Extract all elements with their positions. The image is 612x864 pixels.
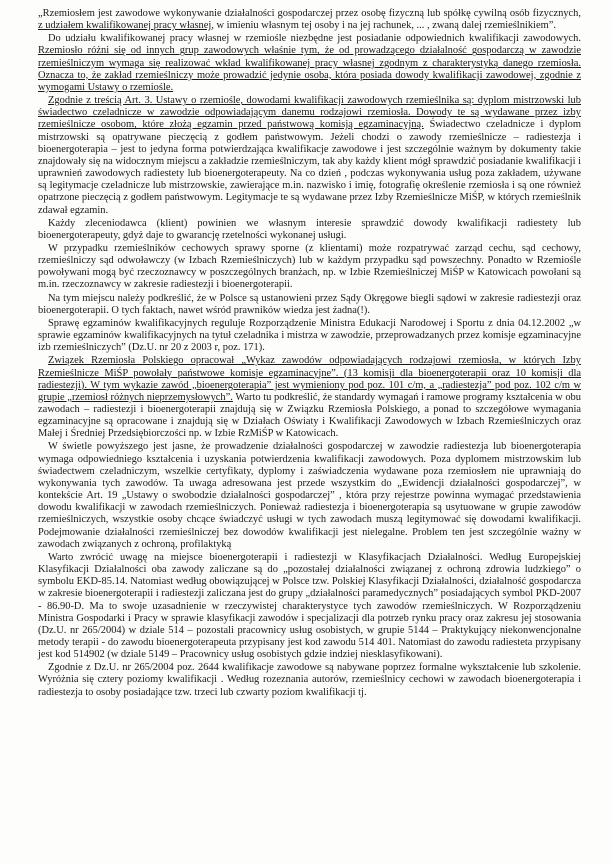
underlined-text: z udziałem kwalifikowanej pracy własnej	[38, 20, 212, 32]
underlined-text: Związek Rzemiosła Polskiego opracował „Wykaz zawodów odpowiadających rodzajowi rzemiosła, w których Izby Rzemieślnicze MiŚP powołały państwowe komisje egzaminacyjne”. (13 komisji dla bioenergoterapii oraz 10 komisji dla radiestezji). W tym wykazie zawód „bioenergoterapia” jest wymieniony pod poz. 101 c/m, a „radiestezja” pod poz. 102 c/m w grupie „rzemiosł różnych nieprzemysłowych”.	[38, 355, 581, 403]
paragraph-text: Zgodnie z Dz.U. nr 265/2004 poz. 2644 kwalifikacje zawodowe są nabywane poprzez formalne wykształcenie lub szkolenie. Wyróżnia się cztery poziomy kwalifikacji . Według rozeznania autorów, rzemieślnicy cechowi w zawodach bioenergoterapia i radiestezja to osoby posiadające tzw. trzeci lub czwarty poziom kwalifikacji tj.	[38, 662, 581, 698]
body-paragraph	[38, 355, 581, 440]
paragraph-text: W przypadku rzemieślników cechowych sprawy sporne (z klientami) może rozpatrywać zarząd cechu, sąd cechowy, rzemieślniczy sąd odwoławczy (w Izbach Rzemieślniczych) lub w każdym przypadku sąd powszechny. Ponadto w Rzemiośle powoływani mogą być rzeczoznawcy w poszczególnych branżach, np. w Izbie Rzemieślniczej MiŚP w Katowicach powołani są m.in. rzeczoznawcy w zakresie radiestezji i bioenergoterapii.	[38, 242, 581, 291]
underlined-text: Rzemiosło różni się od innych grup zawodowych właśnie tym, że od prowadzącego działalność gospodarczą w zawodzie rzemieślniczym wymaga się realizować wkład kwalifikowanej pracy własnej zgodnym z charakterystyką danego rzemiosła. Oznacza to, że zakład rzemieślniczy może prowadzić jedynie osoba, która posiada dowody kwalifikacji zawodowej, zgodnie z wymogami Ustawy o rzemiośle.	[38, 45, 581, 93]
paragraph-text: Na tym miejscu należy podkreślić, że w Polsce są ustanowieni przez Sądy Okręgowe biegli sądowi w zakresie radiestezji oraz bioenergoterapii. O tych faktach, nawet wśród prawników wiedza jest żadna(!).	[38, 292, 581, 316]
body-paragraph	[38, 8, 581, 32]
body-paragraph	[38, 95, 581, 217]
paragraph-text: Warto tu podkreślić, że standardy wymagań i ramowe programy kształcenia w obu zawodach – radiestezji i bioenergoterapii znajdują się w Związku Rzemiosła Polskiego, a ponad to szczegółowe wymagania egzaminacyjne są opracowane i znajdują się w Działach Oświaty i Kwalifikacji Zawodowych w Izbach Rzemieślniczych oraz Małej i Średniej Przedsiębiorczości np. w Izbie RzMiŚP w Katowicach.	[38, 391, 581, 440]
paragraph-text: „Rzemiosłem jest zawodowe wykonywanie działalności gospodarczej przez osobę fizyczną lub spółkę cywilną osób fizycznych,	[38, 8, 581, 19]
body-paragraph	[38, 441, 581, 550]
paragraph-text: Do udziału kwalifikowanej pracy własnej w rzemiośle niezbędne jest posiadanie odpowiednich kwalifikacji zawodowych.	[48, 33, 581, 45]
underlined-text: Zgodnie z treścią Art. 3. Ustawy o rzemiośle, dowodami kwalifikacji zawodowych rzemieślnika są: dyplom mistrzowski lub świadectwo czeladnicze w zawodzie odpowiadającym danemu rodzajowi rzemiosła. Dowody te są wydawane przez izby rzemieślnicze osobom, które złożą egzamin przed państwową komisją egzaminacyjną.	[38, 95, 581, 131]
body-paragraph	[38, 33, 581, 94]
paragraph-text: Świadectwo czeladnicze i dyplom mistrzowski są opatrywane pieczęcią z godłem państwowym. Jeżeli chodzi o zawody rzemieślnicze – radiestezja i bioenergoterapia – jest to jedyna forma potwierdzająca kwalifikacje zawodowe i jest szczególnie ważnym by dokumenty takie znajdowały się na widocznym miejscu a zakładzie rzemieślniczym, tak aby każdy klient mógł sprawdzić posiadanie kwalifikacji i uprawnień zawodowych radiestety lub bioenergoterapeuty. Na co dzień , podczas wykonywania usług poza zakładem, używane są legitymacje czeladnicze lub mistrzowskie, zawierające m.in. nazwisko i imię, fotografię określenie rzemiosła i są one również opatrzone pieczęcią z godłem państwowym. Legitymacje te są wydawane przez Izby Rzemieślnicze MiŚP, w których rzemieślnik zdawał egzamin.	[38, 119, 581, 216]
body-paragraph	[38, 218, 581, 242]
body-paragraph	[38, 318, 581, 354]
paragraph-text: Każdy zleceniodawca (klient) powinien we własnym interesie sprawdzić dowody kwalifikacji radiestety lub bioenergoterapeuty, gdyż daje to gwarancję rzetelności wykonanej usługi.	[38, 217, 581, 241]
body-paragraph	[38, 243, 581, 292]
paragraph-text: Warto zwrócić uwagę na miejsce bioenergoterapii i radiestezji w Klasyfikacjach Działalności. Według Europejskiej Klasyfikacji Działalności oba zawody zaliczane są do „pozostałej działalności związanej z ochroną zdrowia ludzkiego” o symbolu EKD-85.14. Natomiast według obowiązującej w Polsce tzw. Polskiej Klasyfikacji Działalności, działalność gospodarcza w zakresie bioenergoterapii i radiestezji zaliczana jest do grupy „działalności paramedycznych” posiadających symbol PKD-2007 - 86.90-D. Ma to swoje uzasadnienie w rzeczywistej charakterystyce tych zawodów rzemieślniczych. W Rozporządzeniu Ministra Gospodarki i Pracy w sprawie klasyfikacji zawodów i specjalizacji dla potrzeb rynku pracy oraz zakresu jej stosowania (Dz.U. nr 265/2004) w dziale 514 – pozostali pracownicy usług osobistych, w grupie 5144 – Praktykujący niekonwencjonalne metody terapii - do zawodu bioenergoterapeuta przypisany jest kod zawodu 514 401. Natomiast do zawodu radiesteta przypisany jest kod 514902 (w dziale 5149 – Pracownicy usług osobistych gdzie indziej niesklasyfikowani).	[38, 551, 581, 661]
body-paragraph	[38, 662, 581, 698]
body-paragraph	[38, 552, 581, 661]
paragraph-text: Sprawę egzaminów kwalifikacyjnych reguluje Rozporządzenie Ministra Edukacji Narodowej i Sportu z dnia 04.12.2002 „w sprawie egzaminów kwalifikacyjnych na tytuł czeladnika i mistrza w zawodzie, przeprowadzanych przez komisje egzaminacyjne izb rzemieślniczych” (Dz.U. nr 20 z 2003 r, poz. 171).	[38, 317, 581, 354]
paragraph-text: W świetle powyższego jest jasne, że prowadzenie działalności gospodarczej w zawodzie radiestezja lub bioenergoterapia wymaga odpowiedniego kształcenia i uzyskania potwierdzenia kwalifikacji zawodowych. Poza dyplomem mistrzowskim lub świadectwem czeladniczym, wszelkie certyfikaty, dyplomy i zaświadczenia wydawane poza rzemiosłem nie uprawniają do wykonywania tych zawodów. Ta uwaga adresowana jest przede wszystkim do „Ewidencji działalności gospodarczej”, w kontekście Art. 19 „Ustawy o swobodzie działalności gospodarczej” , która przy rejestrze powinna wymagać przedstawienia dowodu kwalifikacji w zawodach rzemieślniczych. Ponieważ radiestezja i bioenergoterapia są usytuowane w grupie zawodów rzemieślniczych, wszystkie osoby chcące świadczyć usługi w tych zawodach muszą legitymować się dowodami kwalifikacji. Podejmowanie działalności rzemieślniczej bez dowodów kwalifikacji jest nielegalne. Problem ten jest szczególnie ważny w zawodach związanych z ochroną, profilaktyką	[38, 441, 581, 550]
paragraph-text: , w imieniu własnym tej osoby i na jej rachunek, ... , zwaną dalej rzemieślnikiem”.	[211, 20, 556, 32]
body-paragraph	[38, 293, 581, 317]
